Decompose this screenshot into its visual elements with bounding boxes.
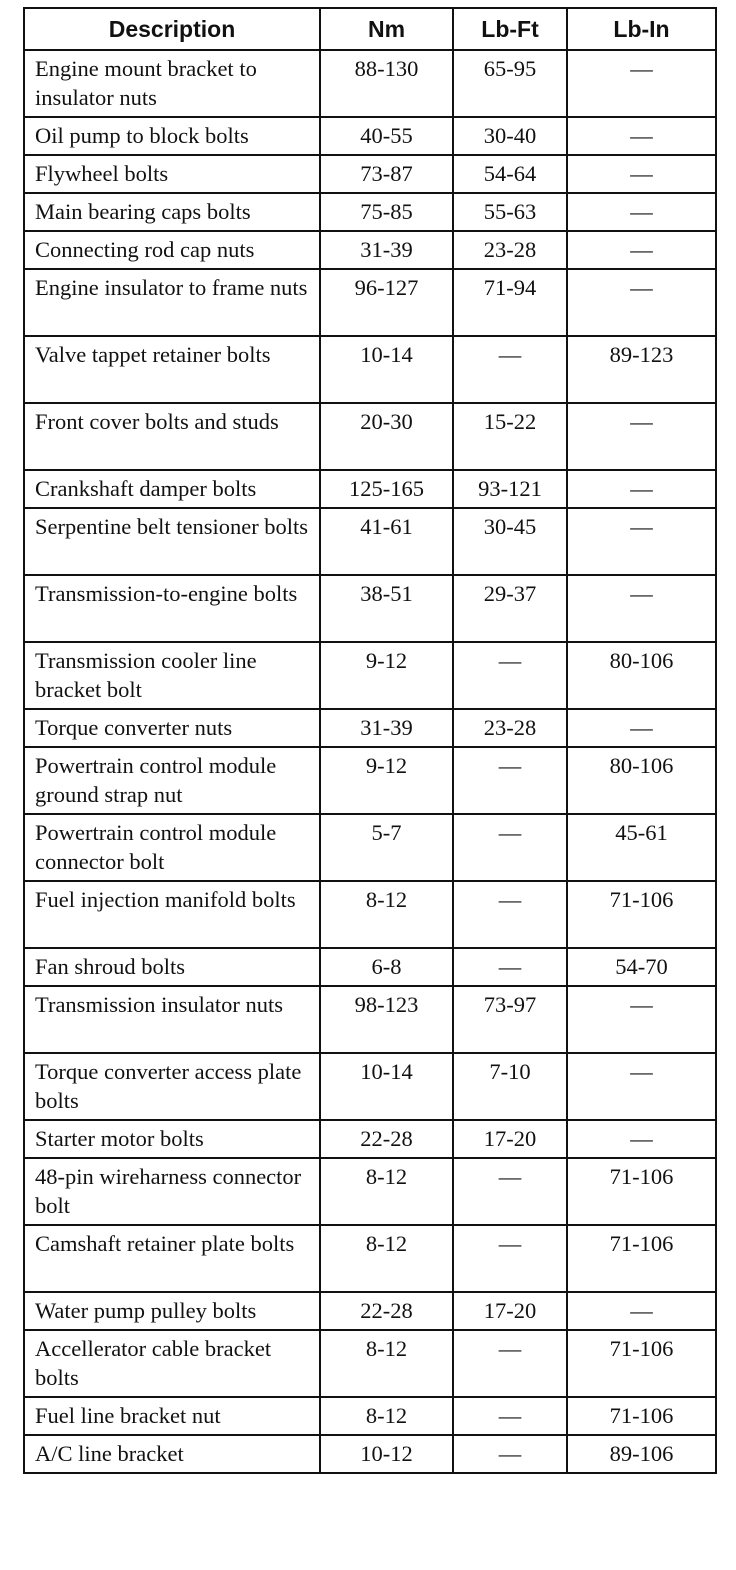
table-row xyxy=(24,575,716,642)
lb-ft-cell: 93-121 xyxy=(453,470,567,508)
table-row xyxy=(24,709,716,747)
lb-in-cell: 71-106 xyxy=(567,1397,716,1435)
nm-cell: 10-14 xyxy=(320,336,453,403)
description-cell: Powertrain control module connector bolt xyxy=(24,814,320,881)
column-header-lb-ft: Lb-Ft xyxy=(453,8,567,50)
lb-in-cell: — xyxy=(567,117,716,155)
nm-cell: 20-30 xyxy=(320,403,453,470)
description-cell: Engine insulator to frame nuts xyxy=(24,269,320,336)
description-cell: Camshaft retainer plate bolts xyxy=(24,1225,320,1292)
nm-cell: 6-8 xyxy=(320,948,453,986)
description-cell: Fuel injection manifold bolts xyxy=(24,881,320,948)
table-body xyxy=(24,50,716,1473)
nm-cell: 8-12 xyxy=(320,1330,453,1397)
table-row xyxy=(24,986,716,1053)
description-cell: Torque converter nuts xyxy=(24,709,320,747)
description-cell: Flywheel bolts xyxy=(24,155,320,193)
lb-ft-cell: — xyxy=(453,948,567,986)
nm-cell: 8-12 xyxy=(320,1225,453,1292)
lb-ft-cell: 71-94 xyxy=(453,269,567,336)
torque-specifications-table xyxy=(23,7,717,1474)
description-cell: Transmission cooler line bracket bolt xyxy=(24,642,320,709)
nm-cell: 73-87 xyxy=(320,155,453,193)
lb-ft-cell: — xyxy=(453,1397,567,1435)
table-row xyxy=(24,269,716,336)
lb-ft-cell: — xyxy=(453,1330,567,1397)
description-cell: Engine mount bracket to insulator nuts xyxy=(24,50,320,117)
table-row xyxy=(24,155,716,193)
lb-in-cell: 80-106 xyxy=(567,642,716,709)
lb-ft-cell: 30-45 xyxy=(453,508,567,575)
lb-in-cell: — xyxy=(567,470,716,508)
description-cell: Connecting rod cap nuts xyxy=(24,231,320,269)
nm-cell: 10-12 xyxy=(320,1435,453,1473)
nm-cell: 8-12 xyxy=(320,1397,453,1435)
nm-cell: 75-85 xyxy=(320,193,453,231)
lb-in-cell: — xyxy=(567,1292,716,1330)
table-row xyxy=(24,1053,716,1120)
table-row xyxy=(24,508,716,575)
lb-in-cell: — xyxy=(567,403,716,470)
table-row xyxy=(24,642,716,709)
table-row xyxy=(24,1397,716,1435)
lb-in-cell: — xyxy=(567,1053,716,1120)
nm-cell: 9-12 xyxy=(320,642,453,709)
table-row xyxy=(24,1158,716,1225)
lb-ft-cell: — xyxy=(453,642,567,709)
description-cell: Accellerator cable bracket bolts xyxy=(24,1330,320,1397)
table-row xyxy=(24,117,716,155)
nm-cell: 31-39 xyxy=(320,709,453,747)
description-cell: Starter motor bolts xyxy=(24,1120,320,1158)
lb-ft-cell: — xyxy=(453,747,567,814)
column-header-nm: Nm xyxy=(320,8,453,50)
lb-in-cell: — xyxy=(567,575,716,642)
lb-in-cell: — xyxy=(567,231,716,269)
nm-cell: 31-39 xyxy=(320,231,453,269)
table-row xyxy=(24,1330,716,1397)
nm-cell: 38-51 xyxy=(320,575,453,642)
lb-in-cell: — xyxy=(567,269,716,336)
lb-in-cell: 80-106 xyxy=(567,747,716,814)
lb-ft-cell: 30-40 xyxy=(453,117,567,155)
description-cell: Transmission insulator nuts xyxy=(24,986,320,1053)
table-row xyxy=(24,1435,716,1473)
lb-ft-cell: — xyxy=(453,881,567,948)
table-row xyxy=(24,948,716,986)
nm-cell: 41-61 xyxy=(320,508,453,575)
lb-ft-cell: — xyxy=(453,1435,567,1473)
lb-ft-cell: 29-37 xyxy=(453,575,567,642)
lb-in-cell: — xyxy=(567,709,716,747)
nm-cell: 88-130 xyxy=(320,50,453,117)
column-header-description: Description xyxy=(24,8,320,50)
column-header-lb-in: Lb-In xyxy=(567,8,716,50)
description-cell: 48-pin wireharness connector bolt xyxy=(24,1158,320,1225)
nm-cell: 98-123 xyxy=(320,986,453,1053)
description-cell: A/C line bracket xyxy=(24,1435,320,1473)
lb-in-cell: — xyxy=(567,986,716,1053)
lb-in-cell: — xyxy=(567,193,716,231)
description-cell: Oil pump to block bolts xyxy=(24,117,320,155)
lb-in-cell: 71-106 xyxy=(567,1225,716,1292)
table-row xyxy=(24,403,716,470)
table-row xyxy=(24,747,716,814)
table-row xyxy=(24,1292,716,1330)
lb-ft-cell: 7-10 xyxy=(453,1053,567,1120)
lb-in-cell: — xyxy=(567,50,716,117)
nm-cell: 8-12 xyxy=(320,881,453,948)
lb-ft-cell: 17-20 xyxy=(453,1292,567,1330)
lb-ft-cell: 17-20 xyxy=(453,1120,567,1158)
table-row xyxy=(24,336,716,403)
table-row xyxy=(24,50,716,117)
lb-in-cell: 71-106 xyxy=(567,1330,716,1397)
description-cell: Valve tappet retainer bolts xyxy=(24,336,320,403)
lb-in-cell: — xyxy=(567,1120,716,1158)
lb-in-cell: — xyxy=(567,155,716,193)
lb-ft-cell: — xyxy=(453,1158,567,1225)
lb-ft-cell: 54-64 xyxy=(453,155,567,193)
table-row xyxy=(24,881,716,948)
lb-ft-cell: — xyxy=(453,336,567,403)
description-cell: Front cover bolts and studs xyxy=(24,403,320,470)
description-cell: Fan shroud bolts xyxy=(24,948,320,986)
lb-ft-cell: 73-97 xyxy=(453,986,567,1053)
description-cell: Fuel line bracket nut xyxy=(24,1397,320,1435)
nm-cell: 96-127 xyxy=(320,269,453,336)
lb-ft-cell: — xyxy=(453,814,567,881)
nm-cell: 5-7 xyxy=(320,814,453,881)
lb-in-cell: — xyxy=(567,508,716,575)
table-row xyxy=(24,1225,716,1292)
table-row xyxy=(24,231,716,269)
nm-cell: 125-165 xyxy=(320,470,453,508)
nm-cell: 40-55 xyxy=(320,117,453,155)
table-header-row xyxy=(24,8,716,50)
description-cell: Crankshaft damper bolts xyxy=(24,470,320,508)
table-row xyxy=(24,470,716,508)
description-cell: Torque converter access plate bolts xyxy=(24,1053,320,1120)
lb-ft-cell: 55-63 xyxy=(453,193,567,231)
lb-ft-cell: — xyxy=(453,1225,567,1292)
description-cell: Powertrain control module ground strap nut xyxy=(24,747,320,814)
nm-cell: 8-12 xyxy=(320,1158,453,1225)
nm-cell: 22-28 xyxy=(320,1292,453,1330)
description-cell: Main bearing caps bolts xyxy=(24,193,320,231)
lb-in-cell: 71-106 xyxy=(567,1158,716,1225)
table-row xyxy=(24,1120,716,1158)
nm-cell: 9-12 xyxy=(320,747,453,814)
lb-in-cell: 54-70 xyxy=(567,948,716,986)
table-row xyxy=(24,814,716,881)
lb-in-cell: 89-123 xyxy=(567,336,716,403)
description-cell: Water pump pulley bolts xyxy=(24,1292,320,1330)
nm-cell: 22-28 xyxy=(320,1120,453,1158)
description-cell: Serpentine belt tensioner bolts xyxy=(24,508,320,575)
lb-ft-cell: 15-22 xyxy=(453,403,567,470)
lb-ft-cell: 23-28 xyxy=(453,709,567,747)
lb-in-cell: 71-106 xyxy=(567,881,716,948)
lb-ft-cell: 23-28 xyxy=(453,231,567,269)
table-row xyxy=(24,193,716,231)
lb-ft-cell: 65-95 xyxy=(453,50,567,117)
description-cell: Transmission-to-engine bolts xyxy=(24,575,320,642)
nm-cell: 10-14 xyxy=(320,1053,453,1120)
lb-in-cell: 89-106 xyxy=(567,1435,716,1473)
lb-in-cell: 45-61 xyxy=(567,814,716,881)
